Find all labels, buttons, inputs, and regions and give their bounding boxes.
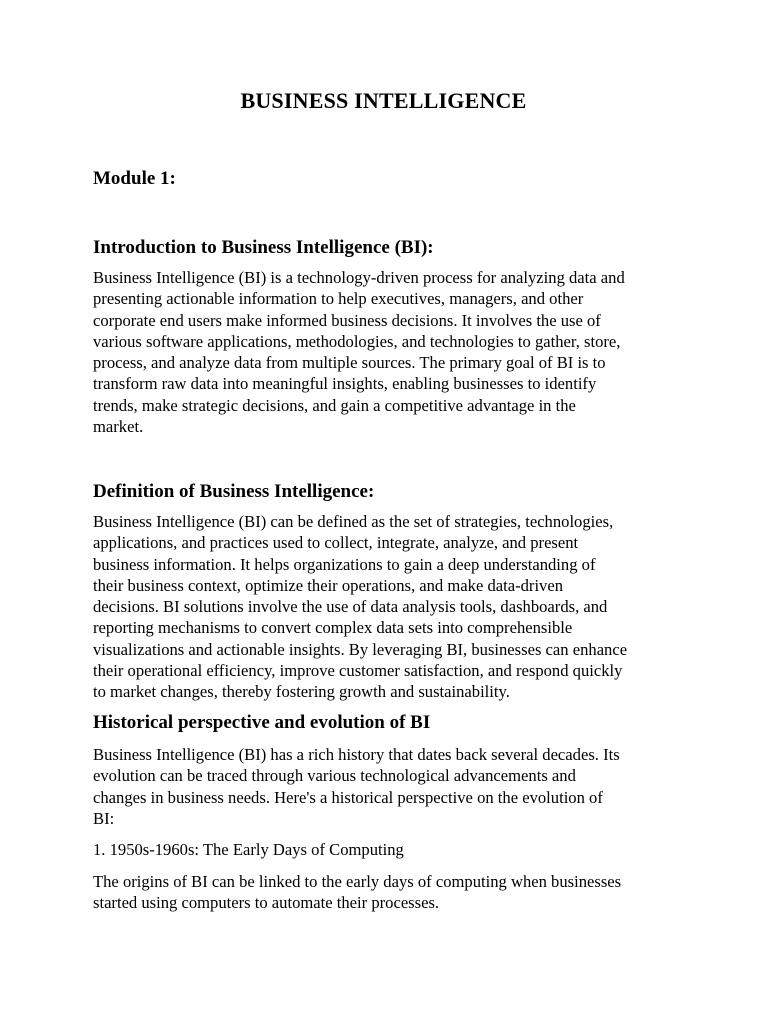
definition-paragraph bbox=[93, 511, 683, 703]
intro-heading: Introduction to Business Intelligence (BI): bbox=[93, 237, 434, 258]
text-line: their operational efficiency, improve customer satisfaction, and respond quickly bbox=[93, 661, 623, 681]
history-list-item: 1. 1950s-1960s: The Early Days of Computing bbox=[93, 840, 404, 859]
text-line: presenting actionable information to help executives, managers, and other bbox=[93, 289, 584, 309]
text-line: applications, and practices used to collect, integrate, analyze, and present bbox=[93, 533, 579, 553]
text-line: trends, make strategic decisions, and gain a competitive advantage in the bbox=[93, 395, 576, 415]
text-line: Business Intelligence (BI) has a rich history that dates back several decades. Its bbox=[93, 745, 620, 764]
text-line: market. bbox=[93, 417, 144, 437]
text-line: their business context, optimize their operations, and make data-driven bbox=[93, 575, 564, 595]
history-heading: Historical perspective and evolution of BI bbox=[93, 712, 431, 733]
text-line: evolution can be traced through various technological advancements and bbox=[93, 766, 576, 786]
intro-paragraph bbox=[93, 267, 683, 437]
origins-paragraph bbox=[93, 871, 683, 914]
text-line: changes in business needs. Here's a historical perspective on the evolution of bbox=[93, 787, 603, 807]
history-paragraph bbox=[93, 744, 683, 829]
text-line: started using computers to automate their processes. bbox=[93, 893, 440, 913]
text-line: visualizations and actionable insights. By leveraging BI, businesses can enhance bbox=[93, 639, 628, 659]
text-line: transform raw data into meaningful insights, enabling businesses to identify bbox=[93, 374, 597, 394]
text-line: Business Intelligence (BI) can be defined as the set of strategies, technologies, bbox=[93, 512, 614, 531]
text-line: business information. It helps organizations to gain a deep understanding of bbox=[93, 554, 596, 574]
module-label: Module 1: bbox=[93, 168, 176, 189]
text-line: The origins of BI can be linked to the early days of computing when businesses bbox=[93, 872, 622, 891]
text-line: various software applications, methodologies, and technologies to gather, store, bbox=[93, 331, 621, 351]
text-line: decisions. BI solutions involve the use of data analysis tools, dashboards, and bbox=[93, 597, 608, 617]
text-line: reporting mechanisms to convert complex data sets into comprehensible bbox=[93, 618, 573, 638]
text-line: Business Intelligence (BI) is a technology-driven process for analyzing data and bbox=[93, 268, 625, 287]
text-line: BI: bbox=[93, 808, 115, 828]
text-line: process, and analyze data from multiple sources. The primary goal of BI is to bbox=[93, 353, 606, 373]
text-line: to market changes, thereby fostering growth and sustainability. bbox=[93, 682, 510, 702]
document-title: BUSINESS INTELLIGENCE bbox=[240, 88, 527, 113]
text-line: corporate end users make informed business decisions. It involves the use of bbox=[93, 310, 601, 330]
definition-heading: Definition of Business Intelligence: bbox=[93, 481, 375, 502]
